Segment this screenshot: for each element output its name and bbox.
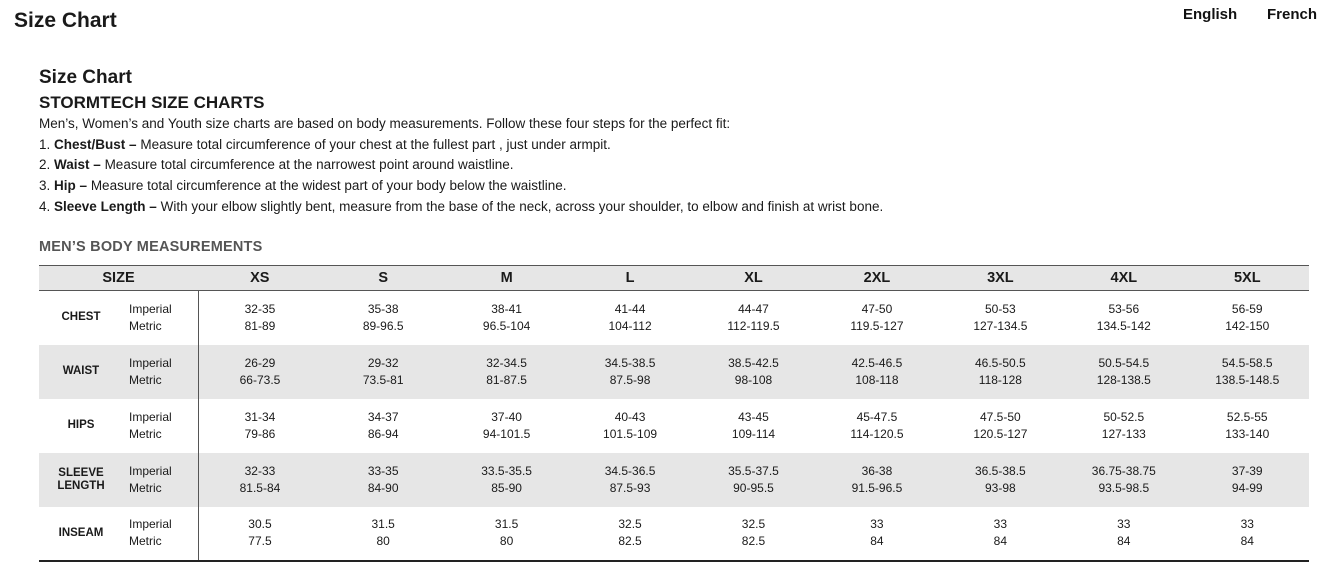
measurement-cell: 29-32 73.5-81 — [362, 355, 404, 387]
unit-labels: Imperial Metric — [123, 507, 198, 561]
measurement-cell: 33 84 — [939, 507, 1062, 561]
measurement-cell: 31.5 80 — [321, 507, 444, 561]
table-body — [39, 291, 1309, 561]
measurement-cell: 32.5 82.5 — [568, 507, 691, 561]
measurement-cell: 33 84 — [1186, 507, 1309, 561]
size-table — [39, 265, 1309, 562]
measurement-cell: 33.5-35.5 85-90 — [481, 463, 532, 495]
measurement-cell: 37-39 94-99 — [1231, 463, 1263, 495]
measurement-cell: 38.5-42.5 98-108 — [728, 355, 779, 387]
content-heading: Size Chart — [39, 67, 132, 88]
measurement-cell: 40-43 101.5-109 — [603, 409, 658, 441]
page-title: Size Chart — [14, 9, 117, 32]
measurement-cell: 31.5 80 — [445, 507, 568, 561]
measurement-cell: 41-44 104-112 — [608, 301, 652, 333]
measurement-cell: 44-47 112-119.5 — [727, 301, 780, 333]
step-item: 4. Sleeve Length – With your elbow slightly bent, measure from the base of the neck, across your shoulder, to elbow and finish at wrist bone. — [39, 198, 884, 214]
measurement-cell: 53-56 134.5-142 — [1096, 301, 1151, 333]
content-subheading: STORMTECH SIZE CHARTS — [39, 93, 265, 112]
measurement-cell: 56-59 142-150 — [1225, 301, 1270, 333]
measurement-cell: 36.5-38.5 93-98 — [975, 463, 1026, 495]
table-header-row — [39, 266, 1309, 291]
unit-labels: Imperial Metric — [123, 345, 198, 399]
measurement-cell: 33 84 — [1062, 507, 1185, 561]
table-row — [39, 453, 1309, 507]
top-bar — [0, 0, 1327, 44]
table-title: MEN’S BODY MEASUREMENTS — [39, 239, 263, 255]
measurement-cell: 26-29 66-73.5 — [239, 355, 281, 387]
measurement-label: HIPS — [67, 419, 95, 431]
intro-text: Men’s, Women’s and Youth size charts are based on body measurements. Follow these four steps for the perfect fit: — [39, 116, 731, 131]
measurement-cell: 32-35 81-89 — [244, 301, 276, 333]
measurement-cell: 45-47.5 114-120.5 — [850, 409, 904, 441]
size-header-m: M — [445, 266, 568, 291]
measurement-cell: 34.5-38.5 87.5-98 — [604, 355, 656, 387]
measurement-label: SLEEVE LENGTH — [57, 466, 105, 492]
measurement-cell: 32-34.5 81-87.5 — [486, 355, 527, 387]
measurement-steps — [39, 135, 1309, 218]
size-header-xs: XS — [198, 266, 321, 291]
size-header-s: S — [321, 266, 444, 291]
size-header-4xl: 4XL — [1062, 266, 1185, 291]
unit-labels: Imperial Metric — [123, 291, 198, 345]
measurement-cell: 32-33 81.5-84 — [239, 463, 281, 495]
size-header-l: L — [568, 266, 691, 291]
unit-labels: Imperial Metric — [123, 453, 198, 507]
measurement-cell: 35-38 89-96.5 — [362, 301, 404, 333]
measurement-cell: 50.5-54.5 128-138.5 — [1096, 355, 1151, 387]
table-row — [39, 345, 1309, 399]
size-chart-content — [39, 66, 1309, 218]
measurement-cell: 46.5-50.5 118-128 — [975, 355, 1026, 387]
table-row — [39, 399, 1309, 453]
measurement-cell: 54.5-58.5 138.5-148.5 — [1215, 355, 1280, 387]
table-row — [39, 507, 1309, 561]
measurement-cell: 50-53 127-134.5 — [973, 301, 1028, 333]
measurement-cell: 31-34 79-86 — [244, 409, 276, 441]
measurement-cell: 33-35 84-90 — [367, 463, 399, 495]
size-header: SIZE — [39, 266, 198, 291]
measurement-label: INSEAM — [39, 507, 123, 561]
measurement-label: WAIST — [62, 365, 100, 377]
measurement-cell: 30.5 77.5 — [198, 507, 321, 561]
language-link-french[interactable]: French — [1267, 6, 1318, 23]
measurement-cell: 37-40 94-101.5 — [482, 409, 531, 441]
language-link-english[interactable]: English — [1183, 6, 1238, 23]
size-header-5xl: 5XL — [1186, 266, 1309, 291]
measurement-cell: 47.5-50 120.5-127 — [973, 409, 1028, 441]
measurement-cell: 52.5-55 133-140 — [1225, 409, 1270, 441]
measurement-cell: 33 84 — [815, 507, 938, 561]
measurement-cell: 50-52.5 127-133 — [1101, 409, 1146, 441]
size-header-2xl: 2XL — [815, 266, 938, 291]
measurement-label: CHEST — [61, 311, 101, 324]
step-item: 3. Hip – Measure total circumference at the widest part of your body below the waistline. — [39, 178, 567, 194]
measurement-cell: 38-41 96.5-104 — [482, 301, 531, 333]
step-item: 1. Chest/Bust – Measure total circumference of your chest at the fullest part , just under armpit. — [39, 136, 611, 152]
measurement-cell: 34-37 86-94 — [367, 409, 399, 441]
size-header-3xl: 3XL — [939, 266, 1062, 291]
measurement-cell: 34.5-36.5 87.5-93 — [604, 463, 656, 495]
size-header-xl: XL — [692, 266, 815, 291]
measurement-cell: 36-38 91.5-96.5 — [851, 463, 903, 495]
measurement-cell: 35.5-37.5 90-95.5 — [728, 463, 779, 495]
measurement-cell: 43-45 109-114 — [731, 409, 776, 441]
measurement-cell: 32.5 82.5 — [692, 507, 815, 561]
unit-labels: Imperial Metric — [123, 399, 198, 453]
step-item: 2. Waist – Measure total circumference at the narrowest point around waistline. — [39, 157, 514, 173]
measurement-cell: 36.75-38.75 93.5-98.5 — [1091, 463, 1156, 495]
table-row — [39, 291, 1309, 345]
measurement-cell: 42.5-46.5 108-118 — [851, 355, 903, 387]
measurement-cell: 47-50 119.5-127 — [850, 301, 904, 333]
